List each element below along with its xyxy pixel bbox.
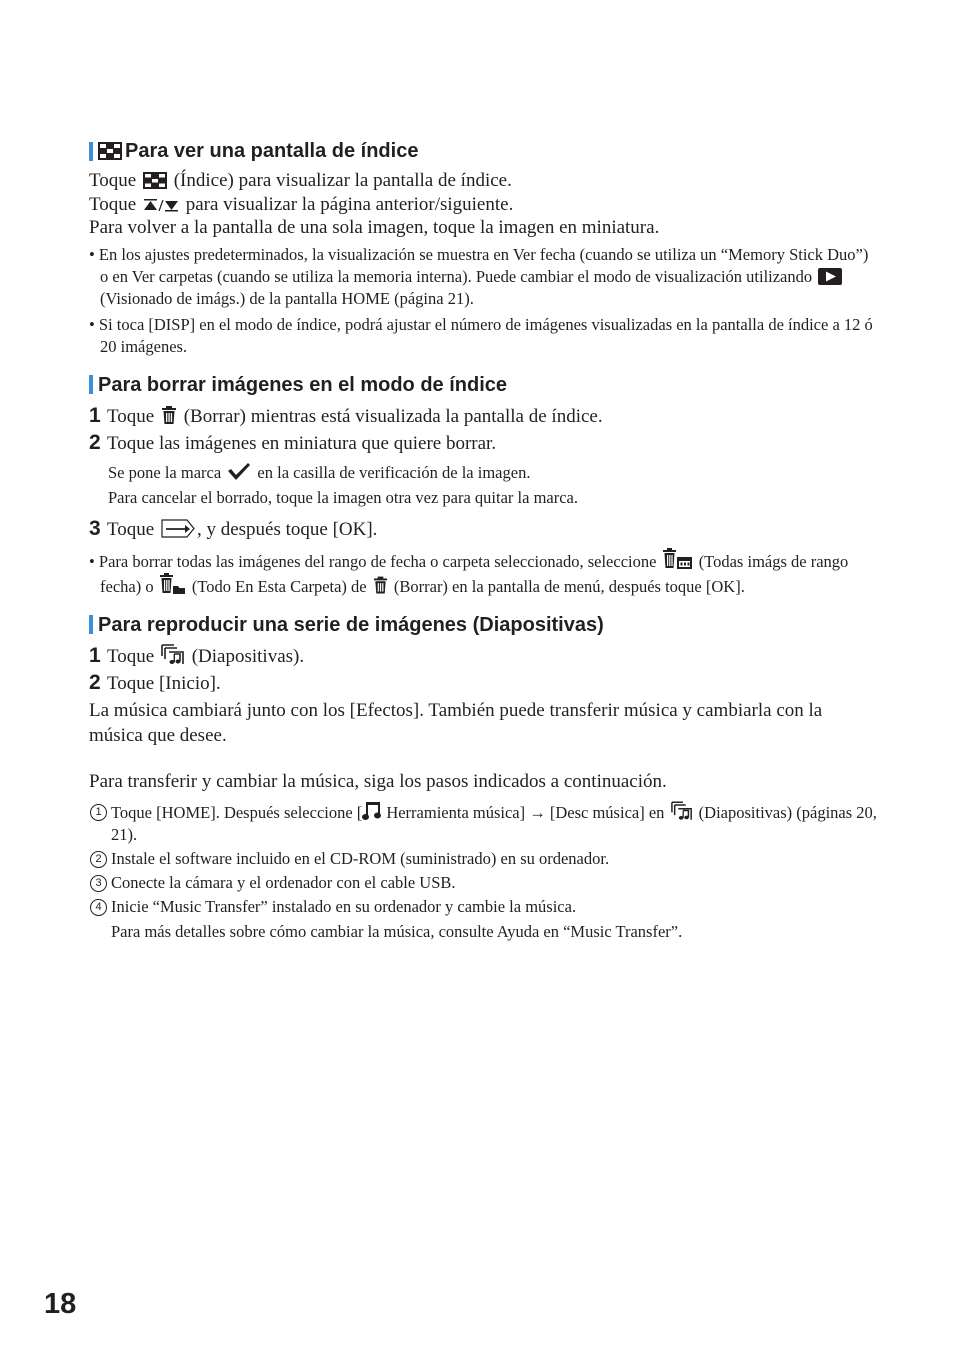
- arrow-button-icon: [161, 519, 195, 538]
- bullet-note: • Si toca [DISP] en el modo de índice, podrá ajustar el número de imágenes visualizadas en la pantalla de índice a 12 ó 20 imágenes.: [89, 314, 873, 356]
- play-icon: [818, 268, 842, 285]
- section-heading-text: Para borrar imágenes en el modo de índice: [98, 373, 508, 396]
- page-content: [89, 138, 879, 945]
- numbered-item: 4 Inicie “Music Transfer” instalado en su ordenador y cambie la música.: [89, 896, 879, 918]
- step-item: 2 Toque [Inicio].: [89, 670, 221, 694]
- index-icon: [143, 172, 167, 189]
- numbered-item-detail: Para más detalles sobre cómo cambiar la música, consulte Ayuda en “Music Transfer”.: [111, 922, 683, 941]
- slideshow-icon: [161, 644, 185, 665]
- page-number: 18: [44, 1288, 77, 1320]
- numbered-item: 2 Instale el software incluido en el CD-ROM (suministrado) en su ordenador.: [89, 848, 879, 870]
- section-heading-index: [89, 138, 879, 164]
- slideshow-icon: [671, 801, 693, 821]
- paragraph: Para transferir y cambiar la música, siga los pasos indicados a continuación.: [89, 770, 667, 792]
- heading-bar: [89, 142, 93, 161]
- step-detail: Para cancelar el borrado, toque la imagen otra vez para quitar la marca.: [108, 487, 579, 507]
- music-note-icon: [362, 801, 382, 821]
- heading-bar: [89, 615, 93, 634]
- step-item: 1 Toque (Borrar) mientras está visualizada la pantalla de índice.: [89, 403, 603, 427]
- heading-bar: [89, 375, 93, 394]
- paragraph: La música cambiará junto con los [Efectos]. También puede transferir música y cambiarla con la música que desee.: [89, 699, 823, 746]
- bullet-note: • Para borrar todas las imágenes del rango de fecha o carpeta seleccionado, seleccione (Todas imágs de rango fecha) o (Todo En Esta Carpeta) de (Borrar) en la pantalla de menú, después toque [OK].: [89, 548, 879, 598]
- numbered-item: 1 Toque [HOME]. Después seleccione [ Herramienta música] → [Desc música] en (Diapositivas) (páginas 20, 21).: [89, 801, 879, 846]
- step-item: 2 Toque las imágenes en miniatura que quiere borrar.: [89, 430, 497, 454]
- bullet-note: • En los ajustes predeterminados, la visualización se muestra en Ver fecha (cuando se utiliza un “Memory Stick Duo”) o en Ver carpetas (cuando se utiliza la memoria interna). Puede cambiar el modo de visualización utilizando (Visionado de imágs.) de la pantalla HOME (página 21).: [89, 244, 869, 308]
- step-detail: Se pone la marca en la casilla de verificación de la imagen.: [108, 462, 531, 482]
- trash-icon: [373, 576, 388, 595]
- section-heading-delete: [89, 372, 879, 398]
- section-heading-text: Para ver una pantalla de índice: [125, 140, 419, 162]
- trash-date-icon: [663, 548, 693, 570]
- index-icon: [98, 142, 122, 160]
- numbered-item: 3 Conecte la cámara y el ordenador con el cable USB.: [89, 872, 879, 894]
- checkmark-icon: [227, 462, 251, 481]
- paragraph: Toque (Índice) para visualizar la pantalla de índice. Toque para visualizar la página anterior/siguiente. Para volver a la pantalla de una sola imagen, toque la imagen en miniatura.: [89, 170, 660, 238]
- section-heading-slideshow: [89, 612, 879, 638]
- page-up-down-icon: [143, 197, 179, 213]
- trash-icon: [161, 406, 177, 425]
- step-item: 3 Toque , y después toque [OK].: [89, 516, 378, 540]
- trash-folder-icon: [160, 573, 186, 595]
- step-item: 1 Toque (Diapositivas).: [89, 643, 305, 667]
- section-heading-text: Para reproducir una serie de imágenes (Diapositivas): [98, 613, 604, 636]
